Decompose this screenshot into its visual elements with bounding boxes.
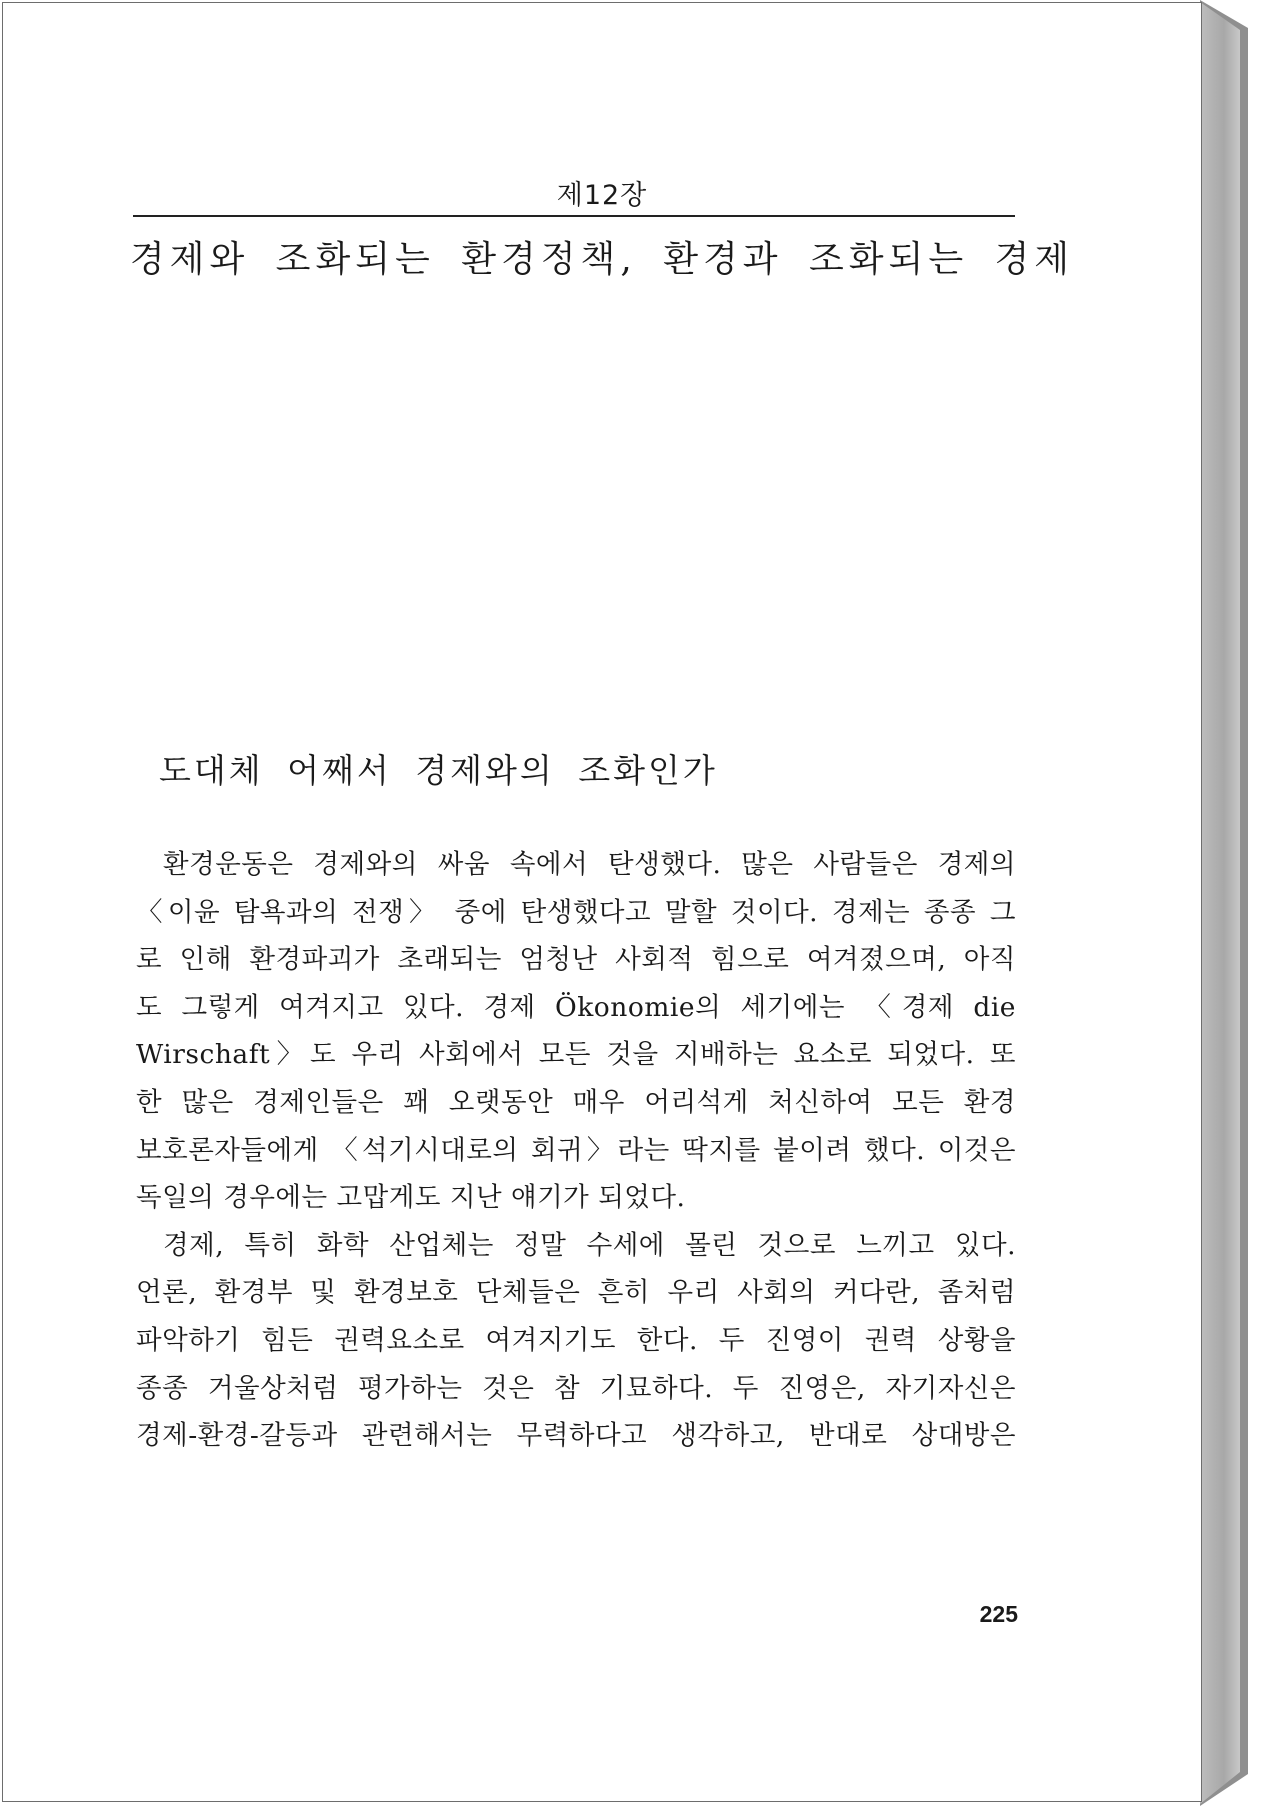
- text-line: 도 그렇게 여겨지고 있다. 경제 Ökonomie의 세기에는 〈경제 die: [136, 991, 1016, 1023]
- chapter-divider: [133, 215, 1015, 217]
- section-heading: 도대체 어째서 경제와의 조화인가: [159, 751, 718, 790]
- page-stack-shading: [1200, 2, 1240, 1804]
- text-line: 로 인해 환경파괴가 초래되는 엄청난 사회적 힘으로 여겨졌으며, 아직: [136, 944, 1016, 976]
- text-line: 〈이윤 탐욕과의 전쟁〉 중에 탄생했다고 말할 것이다. 경제는 종종 그: [136, 896, 1016, 928]
- text-line: 환경운동은 경제와의 싸움 속에서 탄생했다. 많은 사람들은 경제의: [163, 849, 1016, 880]
- book-page: [2, 2, 1202, 1802]
- text-line: 종종 거울상처럼 평가하는 것은 참 기묘하다. 두 진영은, 자기자신은: [136, 1372, 1016, 1404]
- text-line: 보호론자들에게 〈석기시대로의 회귀〉라는 딱지를 붙이려 했다. 이것은: [136, 1134, 1016, 1166]
- text-line: 언론, 환경부 및 환경보호 단체들은 흔히 우리 사회의 커다란, 좀처럼: [136, 1277, 1016, 1309]
- text-line: 한 많은 경제인들은 꽤 오랫동안 매우 어리석게 처신하여 모든 환경: [136, 1086, 1016, 1118]
- text-line: 독일의 경우에는 고맙게도 지난 얘기가 되었다.: [136, 1182, 686, 1214]
- chapter-title: 경제와 조화되는 환경정책, 환경과 조화되는 경제: [129, 239, 1075, 280]
- text-line: Wirschaft〉도 우리 사회에서 모든 것을 지배하는 요소로 되었다. 또: [136, 1039, 1016, 1071]
- text-line: 경제, 특히 화학 산업체는 정말 수세에 몰린 것으로 느끼고 있다.: [163, 1229, 1016, 1261]
- body-text: [136, 841, 1016, 1460]
- text-line: 경제-환경-갈등과 관련해서는 무력하다고 생각하고, 반대로 상대방은: [136, 1420, 1016, 1452]
- chapter-label: 제12장: [556, 180, 648, 211]
- text-line: 파악하기 힘든 권력요소로 여겨지기도 한다. 두 진영이 권력 상황을: [136, 1324, 1016, 1356]
- page-number: 225: [979, 1601, 1018, 1627]
